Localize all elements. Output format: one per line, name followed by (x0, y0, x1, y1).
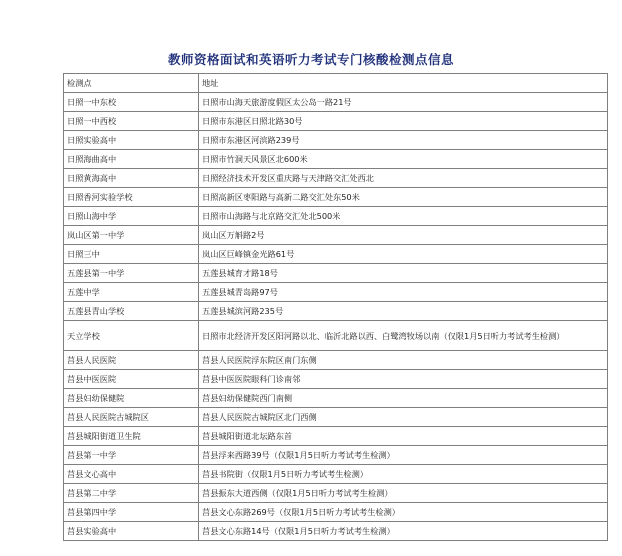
table-row (64, 446, 608, 465)
address-cell: 莒县文心东路269号（仅限1月5日听力考试考生检测） (199, 503, 608, 522)
table-header-row (64, 74, 608, 93)
table-row (64, 283, 608, 302)
table-row (64, 207, 608, 226)
table-row (64, 522, 608, 541)
site-name-cell: 日照海曲高中 (64, 150, 199, 169)
table-row (64, 302, 608, 321)
site-name-cell: 莒县第一中学 (64, 446, 199, 465)
site-name-cell: 莒县妇幼保健院 (64, 389, 199, 408)
table-row (64, 226, 608, 245)
site-name-cell: 日照一中西校 (64, 112, 199, 131)
address-cell: 岚山区万斛路2号 (199, 226, 608, 245)
site-name-cell: 天立学校 (64, 321, 199, 351)
address-cell: 五莲县城青岛路97号 (199, 283, 608, 302)
address-cell: 莒县书院街（仅限1月5日听力考试考生检测） (199, 465, 608, 484)
address-cell: 莒县人民医院浮东院区南门东侧 (199, 351, 608, 370)
table-row (64, 150, 608, 169)
table-row (64, 389, 608, 408)
address-cell: 日照高新区枣阳路与高新二路交汇处东50米 (199, 188, 608, 207)
address-cell: 日照市山海路与北京路交汇处北500米 (199, 207, 608, 226)
table-row (64, 503, 608, 522)
address-cell: 莒县妇幼保健院西门南侧 (199, 389, 608, 408)
site-name-cell: 莒县城阳街道卫生院 (64, 427, 199, 446)
table-row (64, 427, 608, 446)
site-name-cell: 莒县人民医院古城院区 (64, 408, 199, 427)
address-cell: 日照市竹洞天风景区北600米 (199, 150, 608, 169)
table-row (64, 93, 608, 112)
address-cell: 莒县浮来西路39号（仅限1月5日听力考试考生检测） (199, 446, 608, 465)
table-row (64, 131, 608, 150)
column-header-address: 地址 (199, 74, 608, 93)
address-cell: 日照市北经济开发区阳河路以北、临沂北路以西、白鹭湾牧场以南（仅限1月5日听力考试考生检测） (199, 321, 608, 351)
site-name-cell: 五莲中学 (64, 283, 199, 302)
site-name-cell: 岚山区第一中学 (64, 226, 199, 245)
table-row (64, 321, 608, 351)
address-cell: 五莲县城滨河路235号 (199, 302, 608, 321)
table-row (64, 188, 608, 207)
page-title: 教师资格面试和英语听力考试专门核酸检测点信息 (167, 52, 454, 67)
address-cell: 岚山区巨峰镇金光路61号 (199, 245, 608, 264)
site-name-cell: 日照一中东校 (64, 93, 199, 112)
address-cell: 莒县中医医院眼科门诊南邻 (199, 370, 608, 389)
site-name-cell: 日照黄海高中 (64, 169, 199, 188)
address-cell: 莒县文心东路14号（仅限1月5日听力考试考生检测） (199, 522, 608, 541)
site-name-cell: 日照三中 (64, 245, 199, 264)
site-name-cell: 日照香河实验学校 (64, 188, 199, 207)
table-row (64, 465, 608, 484)
address-cell: 莒县城阳街道北坛路东首 (199, 427, 608, 446)
address-cell: 日照经济技术开发区重庆路与天津路交汇处西北 (199, 169, 608, 188)
address-cell: 日照市山海天旅游度假区太公岛一路21号 (199, 93, 608, 112)
table-row (64, 112, 608, 131)
site-name-cell: 莒县实验高中 (64, 522, 199, 541)
site-name-cell: 莒县文心高中 (64, 465, 199, 484)
address-cell: 莒县振东大道西侧（仅限1月5日听力考试考生检测） (199, 484, 608, 503)
site-name-cell: 莒县人民医院 (64, 351, 199, 370)
site-name-cell: 日照山海中学 (64, 207, 199, 226)
table-row (64, 264, 608, 283)
testing-sites-table (63, 73, 608, 541)
address-cell: 莒县人民医院古城院区北门西侧 (199, 408, 608, 427)
table-row (64, 484, 608, 503)
site-name-cell: 莒县第四中学 (64, 503, 199, 522)
table-row (64, 408, 608, 427)
site-name-cell: 莒县第二中学 (64, 484, 199, 503)
site-name-cell: 五莲县第一中学 (64, 264, 199, 283)
address-cell: 日照市东港区日照北路30号 (199, 112, 608, 131)
table-row (64, 370, 608, 389)
address-cell: 日照市东港区河滨路239号 (199, 131, 608, 150)
site-name-cell: 五莲县青山学校 (64, 302, 199, 321)
site-name-cell: 日照实验高中 (64, 131, 199, 150)
table-body (64, 93, 608, 541)
address-cell: 五莲县城育才路18号 (199, 264, 608, 283)
column-header-site: 检测点 (64, 74, 199, 93)
table-row (64, 351, 608, 370)
table-row (64, 169, 608, 188)
site-name-cell: 莒县中医医院 (64, 370, 199, 389)
table-row (64, 245, 608, 264)
